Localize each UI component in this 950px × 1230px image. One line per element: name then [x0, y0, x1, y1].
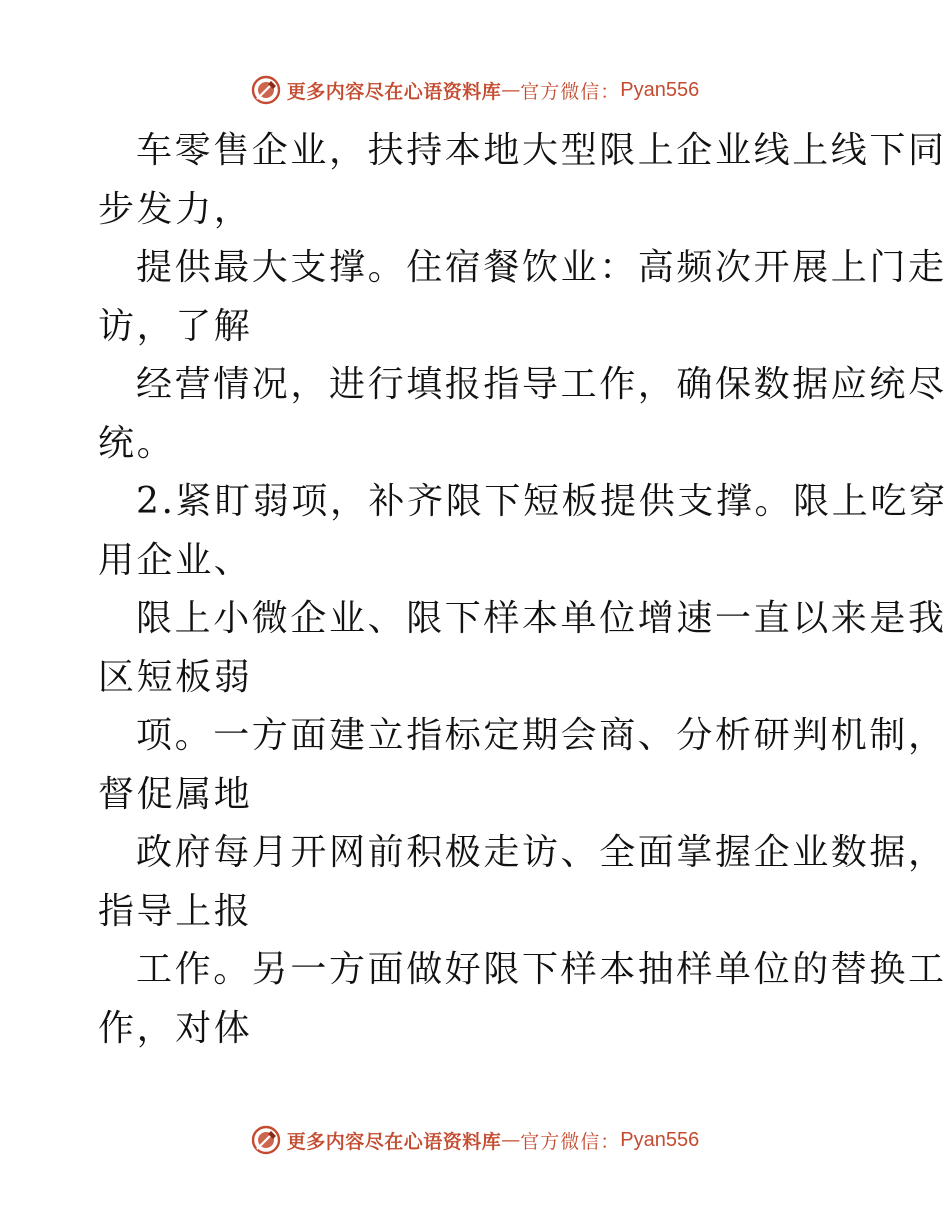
header-banner [0, 70, 950, 110]
banner-text: 更多内容尽在心语资料库 [286, 80, 502, 103]
text-line: 督促属地 [98, 773, 253, 815]
banner-wechat-label: 官方微信： [520, 1130, 621, 1153]
text-line: 用企业、 [98, 539, 253, 581]
text-line: 项。一方面建立指标定期会商、分析研判机制， [136, 715, 947, 756]
banner-separator: — [501, 79, 521, 101]
text-line: 访，了解 [98, 305, 253, 347]
document-body [98, 122, 948, 1058]
text-line: 统。 [98, 422, 176, 464]
text-line: 经营情况，进行填报指导工作，确保数据应统尽 [136, 364, 947, 405]
banner-wechat-id: Pyan556 [620, 78, 700, 101]
banner-text: 更多内容尽在心语资料库 [286, 1130, 502, 1153]
text-line: 政府每月开网前积极走访、全面掌握企业数据， [136, 832, 947, 873]
text-line: 工作。另一方面做好限下样本抽样单位的替换工 [136, 949, 947, 990]
text-line: 限上小微企业、限下样本单位增速一直以来是我 [136, 598, 947, 639]
text-line: 车零售企业，扶持本地大型限上企业线上线下同 [136, 130, 947, 171]
footer-banner [0, 1120, 950, 1160]
banner-separator: — [501, 1129, 521, 1151]
banner-wechat-id: Pyan556 [620, 1128, 700, 1151]
text-line: 指导上报 [98, 890, 253, 932]
text-line: 步发力， [98, 188, 253, 230]
banner-wechat-label: 官方微信： [520, 80, 621, 103]
text-line: 2.紧盯弱项，补齐限下短板提供支撑。限上吃穿 [136, 481, 948, 522]
pen-seal-logo-icon [251, 1125, 281, 1155]
text-line: 区短板弱 [98, 656, 253, 698]
pen-seal-logo-icon [251, 75, 281, 105]
text-line: 作，对体 [98, 1007, 253, 1049]
text-line: 提供最大支撑。住宿餐饮业：高频次开展上门走 [136, 247, 947, 288]
